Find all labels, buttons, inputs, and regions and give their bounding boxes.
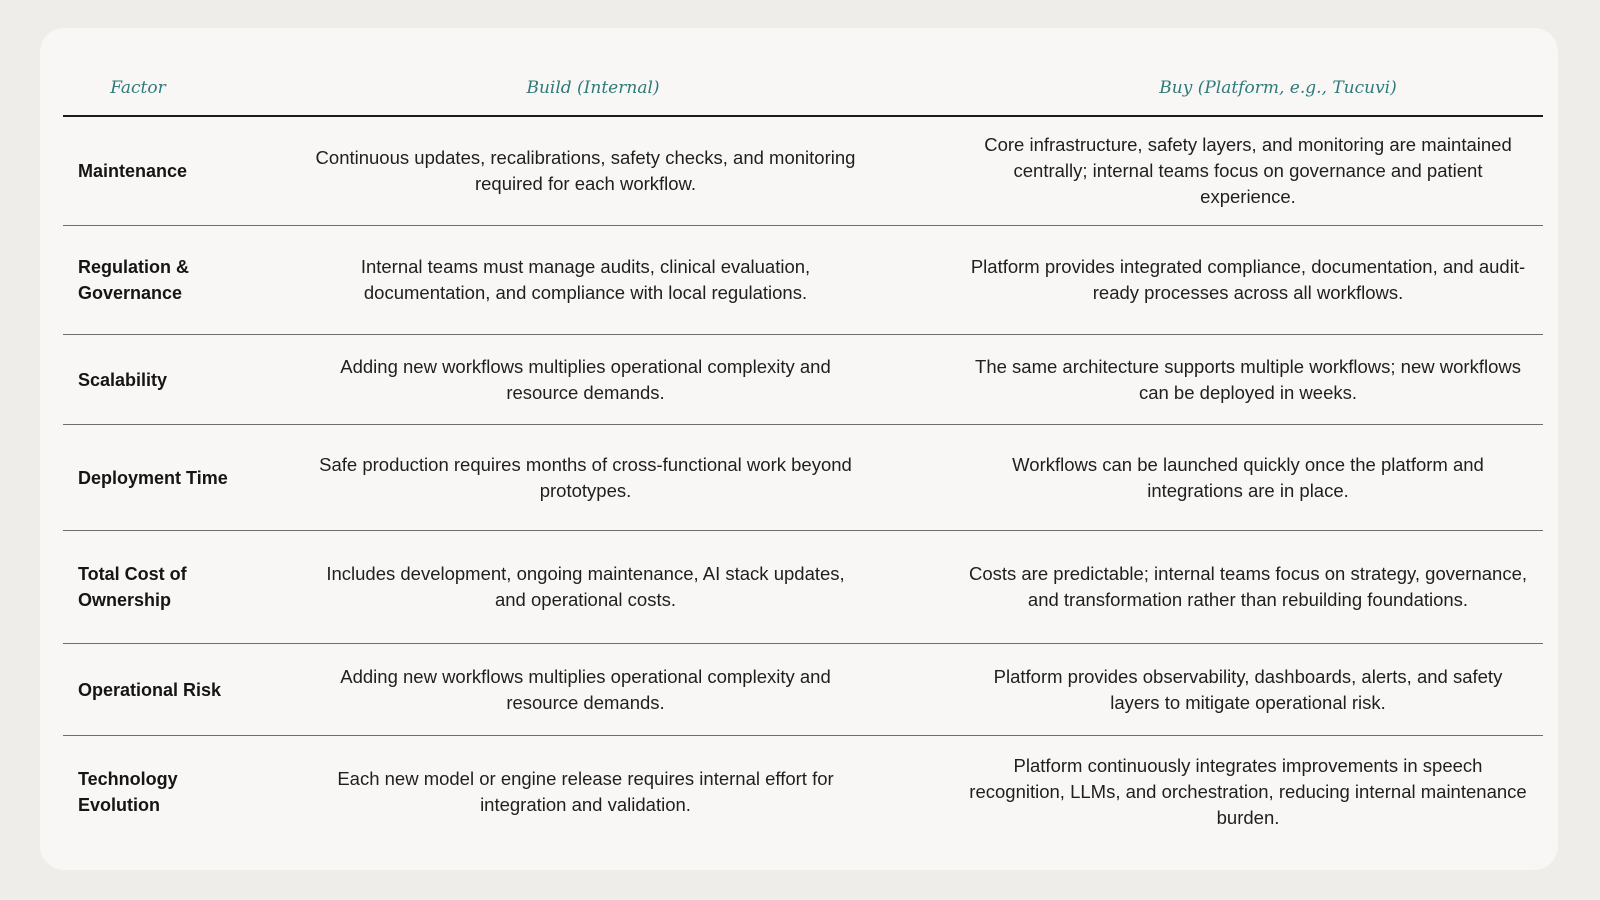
table-header	[63, 68, 1543, 117]
build-cell: Safe production requires months of cross-functional work beyond prototypes.	[319, 453, 852, 501]
header-factor: Factor	[110, 78, 166, 98]
build-cell: Adding new workflows multiplies operational complexity and resource demands.	[340, 665, 831, 713]
factor-cell: Maintenance	[78, 161, 188, 181]
factor-cell: Operational Risk	[78, 679, 222, 700]
buy-cell: Workflows can be launched quickly once the platform and integrations are in place.	[1012, 453, 1484, 501]
factor-cell: Regulation & Governance	[78, 257, 189, 303]
build-cell: Continuous updates, recalibrations, safety checks, and monitoring required for each workflow.	[315, 147, 856, 194]
header-buy: Buy (Platform, e.g., Tucuvi)	[1159, 78, 1397, 98]
buy-cell: Costs are predictable; internal teams focus on strategy, governance, and transformation rather than rebuilding foundations.	[968, 563, 1528, 610]
build-cell: Each new model or engine release requires internal effort for integration and validation.	[337, 768, 834, 815]
factor-cell: Technology Evolution	[78, 769, 178, 815]
buy-cell: Platform provides integrated compliance, documentation, and audit-ready processes across all workflows.	[970, 256, 1526, 303]
table-row	[63, 226, 1543, 335]
factor-cell: Deployment Time	[78, 467, 228, 488]
table-row	[63, 425, 1543, 531]
table-row	[63, 736, 1543, 848]
table-row	[63, 335, 1543, 425]
table-row	[63, 117, 1543, 226]
buy-cell: Platform provides observability, dashboards, alerts, and safety layers to mitigate operational risk.	[993, 665, 1503, 713]
comparison-card	[40, 28, 1558, 870]
table-row	[63, 644, 1543, 736]
header-build: Build (Internal)	[526, 78, 660, 98]
build-cell: Internal teams must manage audits, clinical evaluation, documentation, and compliance with local regulations.	[360, 256, 811, 303]
buy-cell: Core infrastructure, safety layers, and monitoring are maintained centrally; internal teams focus on governance and patient experience.	[984, 134, 1512, 207]
build-cell: Adding new workflows multiplies operational complexity and resource demands.	[340, 355, 831, 403]
table-row	[63, 531, 1543, 644]
build-vs-buy-table	[63, 68, 1543, 848]
build-cell: Includes development, ongoing maintenance, AI stack updates, and operational costs.	[326, 563, 845, 610]
factor-cell: Total Cost of Ownership	[78, 564, 187, 610]
buy-cell: Platform continuously integrates improvements in speech recognition, LLMs, and orchestration, reducing internal maintenance burden.	[969, 755, 1527, 828]
factor-cell: Scalability	[78, 369, 168, 390]
buy-cell: The same architecture supports multiple workflows; new workflows can be deployed in weeks.	[975, 355, 1521, 403]
